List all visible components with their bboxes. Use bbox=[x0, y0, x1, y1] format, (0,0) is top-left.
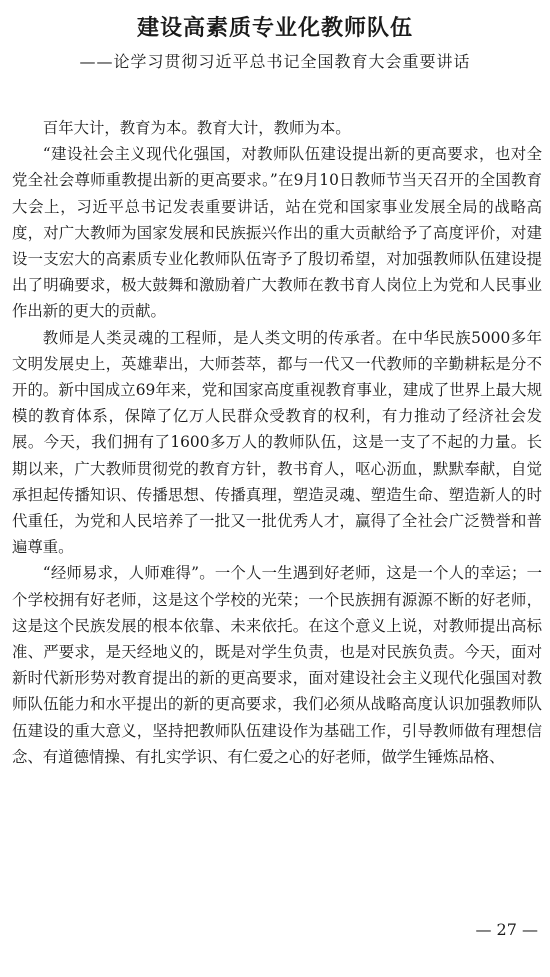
paragraph: “经师易求，人师难得”。一个人一生遇到好老师，这是一个人的幸运；一个学校拥有好老师，这是这个学校的光荣；一个民族拥有源源不断的好老师，这是这个民族发展的根本依靠、未来依托。在这个意义上说，对教师提出高标准、严要求，是天经地义的，既是对学生负责，也是对民族负责。今天，面对新时代新形势对教育提出的新的更高要求，面对建设社会主义现代化强国对教师队伍能力和水平提出的新的更高要求，我们必须从战略高度认识加强教师队伍建设的重大意义，坚持把教师队伍建设作为基础工作，引导教师做有理想信念、有道德情操、有扎实学识、有仁爱之心的好老师，做学生锤炼品格、 bbox=[12, 564, 542, 766]
article-body bbox=[12, 115, 542, 770]
paragraph: 教师是人类灵魂的工程师，是人类文明的传承者。在中华民族5000多年文明发展史上，英雄辈出，大师荟萃，都与一代又一代教师的辛勤耕耘是分不开的。新中国成立69年来，党和国家高度重视教育事业，建成了世界上最大规模的教育体系，保障了亿万人民群众受教育的权利，有力推动了经济社会发展。今天，我们拥有了1600多万人的教师队伍，这是一支了不起的力量。长期以来，广大教师贯彻党的教育方针，教书育人，呕心沥血，默默奉献，自觉承担起传播知识、传播思想、传播真理，塑造灵魂、塑造生命、塑造新人的时代重任，为党和人民培养了一批又一批优秀人才，赢得了全社会广泛赞誉和普遍尊重。 bbox=[12, 328, 542, 557]
paragraph: “建设社会主义现代化强国，对教师队伍建设提出新的更高要求，也对全党全社会尊师重教提出新的更高要求。”在9月10日教师节当天召开的全国教育大会上，习近平总书记发表重要讲话，站在党和国家事业发展全局的战略高度，对广大教师为国家发展和民族振兴作出的重大贡献给予了高度评价，对建设一支宏大的高素质专业化教师队伍寄予了殷切希望，对加强教师队伍建设提出了明确要求，极大鼓舞和激励着广大教师在教书育人岗位上为党和人民事业作出新的更大的贡献。 bbox=[12, 145, 542, 321]
article-subtitle: ——论学习贯彻习近平总书记全国教育大会重要讲话 bbox=[79, 52, 471, 71]
paragraph: 百年大计，教育为本。教育大计，教师为本。 bbox=[42, 119, 351, 137]
page-number: — 27 — bbox=[475, 920, 538, 939]
article-title: 建设高素质专业化教师队伍 bbox=[136, 16, 413, 41]
